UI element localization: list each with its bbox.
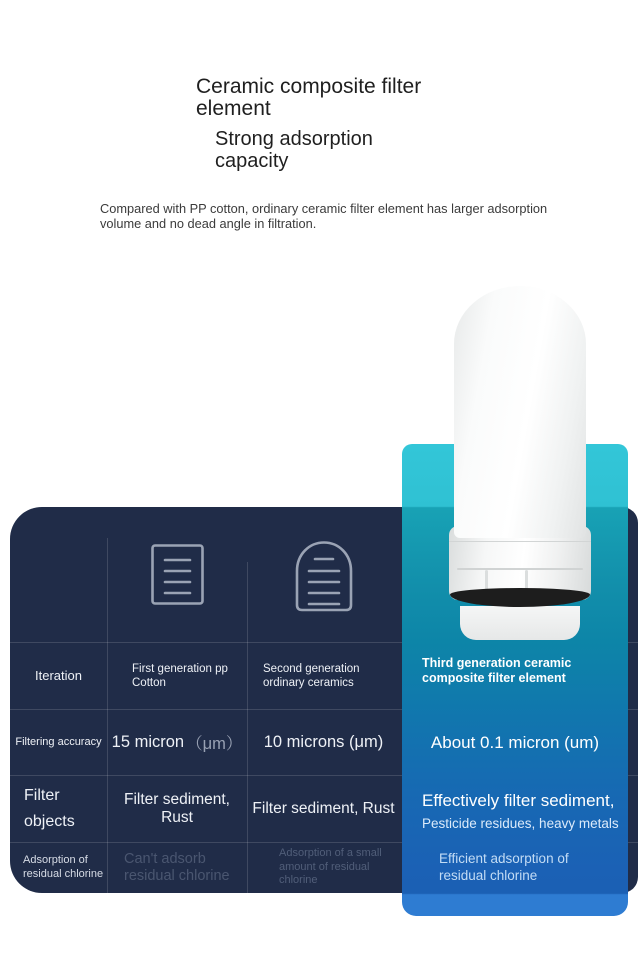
row-label-accuracy: Filtering accuracy	[15, 736, 102, 748]
gen3-chlorine-wrap	[402, 850, 628, 884]
pp-cotton-document-icon	[151, 544, 204, 605]
filter-base	[460, 606, 580, 640]
gen1-accuracy-value: 15 micron	[111, 732, 185, 751]
row-label-iteration: Iteration	[35, 668, 82, 683]
gen3-name: Third generation ceramic composite filter element	[422, 656, 572, 685]
collar-groove-line	[457, 568, 583, 570]
filter-o-ring	[450, 588, 590, 607]
gen2-chlorine: Adsorption of a small amount of residual chlorine	[279, 847, 382, 887]
collar-lip-line	[449, 541, 591, 542]
filter-ceramic-body	[454, 286, 586, 538]
gen3-objects-sub: Pesticide residues, heavy metals	[422, 816, 619, 831]
gen2-name: Second generation ordinary ceramics	[263, 662, 360, 689]
gen2-objects: Filter sediment, Rust	[252, 799, 395, 817]
table-cell	[107, 507, 247, 642]
gen1-chlorine: Can't adsorb residual chlorine	[124, 850, 230, 884]
gen1-accuracy-unit: （μm）	[186, 735, 243, 753]
row-label-objects: Filter objects	[24, 786, 75, 830]
gen3-objects-main: Effectively filter sediment,	[422, 791, 615, 810]
gen1-name: First generation pp Cotton	[132, 662, 228, 689]
gen3-objects	[422, 791, 622, 831]
page-description: Compared with PP cotton, ordinary ceramic filter element has larger adsorption volume and no dead angle in filtration.	[100, 201, 548, 231]
page-title: Ceramic composite filter element	[196, 75, 422, 120]
page-subtitle: Strong adsorption capacity	[215, 128, 373, 172]
gen2-accuracy: 10 microns (μm)	[263, 732, 384, 751]
filter-product-photo	[449, 286, 591, 646]
gen1-objects: Filter sediment, Rust	[124, 790, 230, 826]
row-label-chlorine: Adsorption of residual chlorine	[23, 854, 104, 880]
table-cell	[247, 507, 400, 642]
gen1-accuracy	[107, 709, 247, 775]
gen3-chlorine: Efficient adsorption of residual chlorine	[439, 851, 569, 883]
gen3-accuracy: About 0.1 micron (um)	[430, 733, 600, 752]
ceramic-dome-icon	[292, 538, 356, 612]
